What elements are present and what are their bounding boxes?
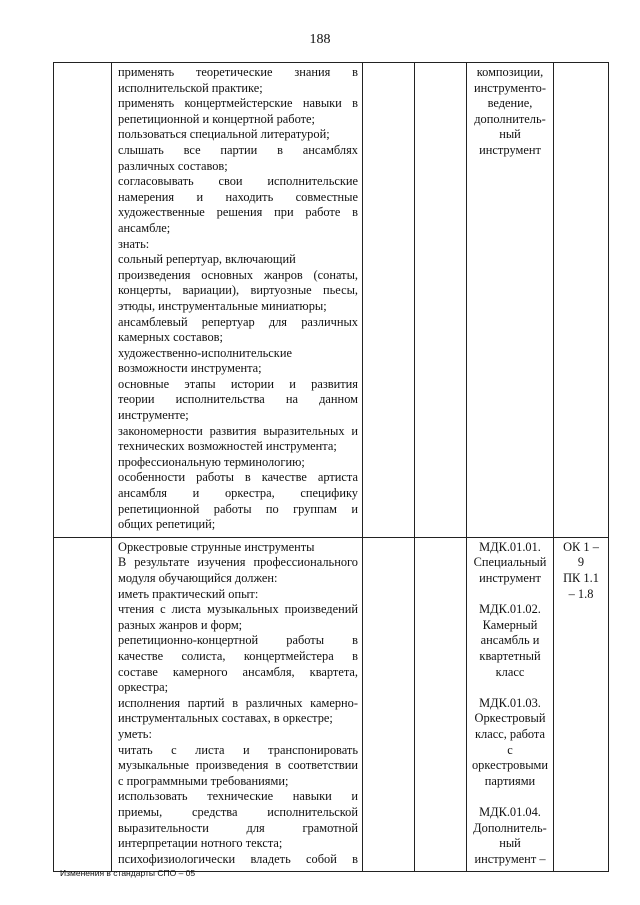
description-line: ансамблевый репертуар для различных <box>118 314 358 329</box>
module-line: Камерный <box>482 617 538 632</box>
module-gap <box>469 587 551 603</box>
description-line: согласовывать свои исполнительские <box>118 174 358 189</box>
module-line: оркестровыми <box>471 758 548 773</box>
description-line: профессиональную терминологию; <box>118 454 305 469</box>
description-line: выразительности для грамотной <box>118 820 358 835</box>
description-line: инструменте; <box>118 408 189 423</box>
module-line: Специальный <box>473 555 547 570</box>
module-line: ный <box>499 127 521 142</box>
module-line: инструмент – <box>474 851 546 866</box>
description-line: применять концертмейстерские навыки в <box>118 96 358 111</box>
module-line: Оркестровый <box>474 711 546 726</box>
description-line: интерпретации нотного текста; <box>118 836 283 851</box>
modules-cell <box>467 537 554 871</box>
description-line: исполнительской практике; <box>118 80 263 95</box>
description-line: с программными требованиями; <box>118 773 289 788</box>
module-gap <box>469 789 551 805</box>
module-line: МДК.01.03. <box>479 695 541 710</box>
competence-cell <box>554 63 609 538</box>
description-line: качестве солиста, концертмейстера в <box>118 648 358 663</box>
description-line: особенности работы в качестве артиста <box>118 470 358 485</box>
description-line: намерения и находить совместные <box>118 189 358 204</box>
description-line: ансамбля и оркестра, специфику <box>118 486 358 501</box>
description-line: этюды, инструментальные миниатюры; <box>118 298 327 313</box>
description-line: технических возможностей инструмента; <box>118 439 337 454</box>
module-line: дополнитель- <box>474 111 546 126</box>
hours-cell <box>415 537 467 871</box>
module-line: инструменто- <box>474 80 546 95</box>
module-line: композиции, <box>476 65 544 79</box>
competence-line: – 1.8 <box>568 586 594 601</box>
description-line: приемы, средства исполнительской <box>118 804 358 819</box>
description-line: возможности инструмента; <box>118 361 262 376</box>
total-hours-cell <box>363 63 415 538</box>
competence-line: ОК 1 – <box>563 539 599 554</box>
module-line: ансамбль и <box>480 633 540 648</box>
module-line: класс, работа <box>475 726 545 741</box>
description-line: основные этапы истории и развития <box>118 376 358 391</box>
description-line: слышать все партии в ансамблях <box>118 142 358 157</box>
description-line: психофизиологически владеть собой в <box>118 851 358 866</box>
description-line: репетиционно-концертной работы в <box>118 633 358 648</box>
description-line: закономерности развития выразительных и <box>118 423 358 438</box>
module-line: ный <box>499 836 521 851</box>
description-line: камерных составов; <box>118 330 223 345</box>
description-line: читать с листа и транспонировать <box>118 742 358 757</box>
module-line: квартетный <box>479 648 541 663</box>
description-line: концерты, вариации), виртуозные пьесы, <box>118 283 358 298</box>
description-line: чтения с листа музыкальных произведений <box>118 602 358 617</box>
description-line: репетиционной и концертной работе; <box>118 111 315 126</box>
description-line: применять теоретические знания в <box>118 65 358 79</box>
description-line: сольный репертуар, включающий <box>118 252 296 267</box>
description-cell <box>112 63 363 538</box>
module-line: МДК.01.04. <box>479 804 541 819</box>
page-number: 188 <box>309 32 331 47</box>
description-line: модуля обучающийся должен: <box>118 571 278 585</box>
module-line: инструмент <box>479 571 541 585</box>
description-line: уметь: <box>118 726 152 741</box>
description-line: знать: <box>118 236 150 251</box>
description-line: иметь практический опыт: <box>118 586 259 601</box>
hours-cell <box>415 63 467 538</box>
competence-line: 9 <box>577 555 585 570</box>
description-line: инструментальных составах, в оркестре; <box>118 711 333 726</box>
description-line: различных составов; <box>118 158 228 173</box>
module-line: ведение, <box>487 96 533 111</box>
description-line: художественные решения при работе в <box>118 205 358 220</box>
competence-line: ПК 1.1 <box>563 571 599 585</box>
description-line: исполнения партий в различных камерно- <box>118 695 358 710</box>
description-line: разных жанров и форм; <box>118 617 243 632</box>
module-line: МДК.01.01. <box>479 539 541 554</box>
description-line: теории исполнительства на данном <box>118 392 358 407</box>
description-line: оркестра; <box>118 680 169 695</box>
description-line: Оркестровые струнные инструменты <box>118 539 315 554</box>
standard-table <box>53 62 609 872</box>
description-line: В результате изучения профессионального <box>118 555 358 570</box>
description-line: использовать технические навыки и <box>118 789 358 804</box>
index-cell <box>54 537 112 871</box>
footer-note: Изменения в стандарты СПО – 05 <box>60 868 196 878</box>
table-row <box>54 537 609 871</box>
module-line: Дополнитель- <box>473 820 547 835</box>
description-line: составе камерного ансамбля, квартета, <box>118 664 358 679</box>
description-cell <box>112 537 363 871</box>
table-row <box>54 63 609 538</box>
description-line: ансамбле; <box>118 220 171 235</box>
description-line: произведения основных жанров (сонаты, <box>118 267 358 282</box>
description-line: репетиционной работы по группам и <box>118 501 358 516</box>
description-line: пользоваться специальной литературой; <box>118 127 330 142</box>
module-line: МДК.01.02. <box>479 602 541 617</box>
module-line: класс <box>495 664 525 679</box>
module-line: партиями <box>484 773 536 788</box>
modules-cell <box>467 63 554 538</box>
module-line: инструмент <box>479 142 541 157</box>
description-line: общих репетиций; <box>118 517 216 532</box>
module-gap <box>469 680 551 696</box>
description-line: художественно-исполнительские <box>118 345 292 360</box>
module-line: с <box>507 742 513 757</box>
description-line: музыкальные произведения в соответствии <box>118 758 358 773</box>
total-hours-cell <box>363 537 415 871</box>
competence-cell <box>554 537 609 871</box>
index-cell <box>54 63 112 538</box>
